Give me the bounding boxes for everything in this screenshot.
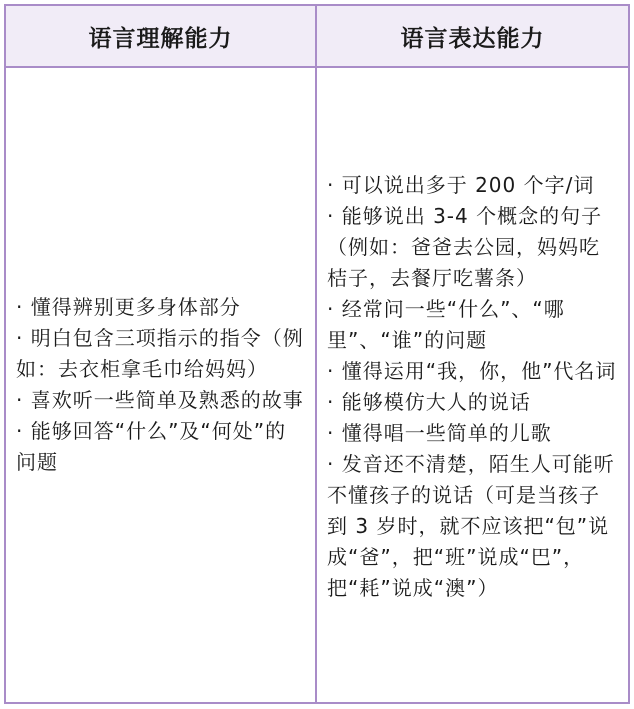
comprehension-cell xyxy=(6,68,317,702)
expression-list xyxy=(327,170,620,604)
list-item: · 懂得辨别更多身体部分 xyxy=(16,295,241,319)
header-comprehension: 语言理解能力 xyxy=(6,6,317,68)
list-item: · 能够模仿大人的说话 xyxy=(327,390,531,414)
list-item: · 懂得运用“我，你，他”代名词 xyxy=(327,359,617,383)
list-item: · 喜欢听一些简单及熟悉的故事 xyxy=(16,388,304,412)
list-item: · 懂得唱一些简单的儿歌 xyxy=(327,421,552,445)
list-item: · 能够回答“什么”及“何处”的问题 xyxy=(16,419,287,474)
comprehension-list xyxy=(16,292,307,478)
comparison-table xyxy=(4,4,630,704)
expression-cell xyxy=(317,68,628,702)
list-item: · 能够说出 3-4 个概念的句子（例如：爸爸去公园，妈妈吃桔子，去餐厅吃薯条） xyxy=(327,204,603,290)
header-expression: 语言表达能力 xyxy=(317,6,628,68)
list-item: · 经常问一些“什么”、“哪里”、“谁”的问题 xyxy=(327,297,565,352)
list-item: · 明白包含三项指示的指令（例如：去衣柜拿毛巾给妈妈） xyxy=(16,326,304,381)
list-item: · 可以说出多于 200 个字/词 xyxy=(327,173,595,197)
list-item: · 发音还不清楚，陌生人可能听不懂孩子的说话（可是当孩子到 3 岁时，就不应该把“包”说成“爸”，把“班”说成“巴”，把“耗”说成“澳”） xyxy=(327,452,615,600)
